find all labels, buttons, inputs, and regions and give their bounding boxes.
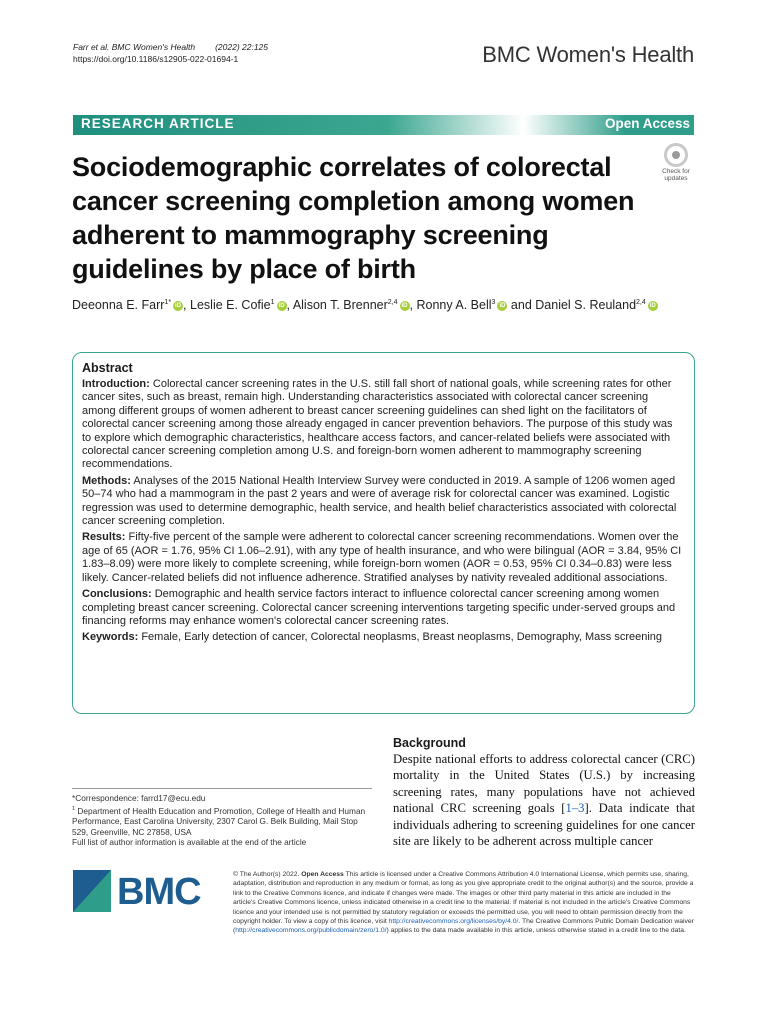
affiliation-text: Department of Health Education and Promotion, College of Health and Human Performance, East Carolina University, 2307 Carol G. Belk Building, Mail Stop 529, Greenville, NC 27858, USA — [72, 805, 366, 837]
license-text-3: ) applies to the data made available in this article, unless otherwise stated in a credit line to the data. — [386, 927, 686, 935]
header-volume: (2022) 22:125 — [215, 42, 269, 52]
author-affiliation: 2,4 — [387, 298, 398, 306]
correspondence: *Correspondence: farrd17@ecu.edu — [72, 793, 206, 803]
abstract-heading: Abstract — [82, 361, 133, 375]
license-text-2: . The Creative Commons Public Domain Dedication waiver ( — [233, 918, 694, 935]
open-access-banner — [523, 115, 694, 135]
section-label: Keywords: — [82, 631, 139, 644]
bmc-logo-text: BMC — [117, 871, 201, 913]
abstract-methods — [82, 475, 684, 529]
author-name: Deeonna E. Farr — [72, 298, 165, 312]
background-text — [393, 751, 695, 849]
section-label: Conclusions: — [82, 588, 152, 601]
background-text-a: Despite national efforts to address colorectal cancer (CRC) mortality in the United States (U.S.) by increasing screening rates, many populations have not achieved national CRC screening goals — [393, 752, 695, 816]
reference-open: [ — [561, 801, 566, 816]
background-heading: Background — [393, 736, 466, 750]
author-list — [72, 298, 658, 312]
abstract-conclusions — [82, 588, 684, 628]
running-header — [73, 41, 268, 65]
orcid-icon[interactable]: iD — [499, 302, 506, 309]
bmc-logo — [73, 870, 215, 914]
abstract-introduction — [82, 378, 684, 472]
reference-close: ] — [584, 801, 589, 816]
article-type-label: RESEARCH ARTICLE — [81, 116, 235, 131]
section-text: Female, Early detection of cancer, Colorectal neoplasms, Breast neoplasms, Demography, Mass screening — [141, 631, 663, 644]
author-affiliation: 1* — [164, 298, 172, 306]
abstract-results — [82, 531, 684, 585]
article-type-banner — [73, 115, 523, 135]
journal-name: BMC Women's Health — [482, 42, 694, 67]
section-label: Results: — [82, 531, 126, 544]
section-text: Analyses of the 2015 National Health Interview Survey were conducted in 2019. A sample of 1206 women aged 50–74 who had a mammogram in the past 2 years and were of average risk for colorectal cancer was examined. Logistic regression was used to determine demographic, health service, and health belief characteristics associated with colorectal cancer screening completion. — [82, 474, 677, 528]
author-separator: , — [286, 298, 291, 312]
open-access-label: Open Access — [604, 116, 690, 131]
author-affiliation: 1 — [270, 298, 275, 306]
license-text — [233, 870, 695, 936]
section-text: Colorectal cancer screening rates in the U.S. still fall short of national goals, while screening rates for other cancer sites, such as breast, remain high. Understanding characteristics associated with colorectal cancer screening among different groups of women adherent to breast cancer screening guidelines can shed light on the facilitators of colorectal cancer screening among those already engaged in cancer prevention behaviors. The purpose of this study was to explore which demographic characteristics, healthcare access factors, and cancer-related beliefs were associated with colorectal cancer screening completion among U.S. and foreign-born women adherent to mammography screening recommendations. — [82, 378, 673, 471]
abstract-keywords — [82, 631, 684, 644]
author-info-note: Full list of author information is available at the end of the article — [72, 837, 307, 848]
orcid-icon[interactable]: iD — [649, 302, 656, 309]
waiver-link[interactable]: http://creativecommons.org/publicdomain/zero/1.0/ — [235, 927, 387, 935]
bmc-logo-icon — [73, 870, 111, 912]
footnote-divider — [72, 788, 372, 789]
open-access-label: Open Access — [301, 871, 344, 878]
orcid-icon[interactable]: iD — [401, 302, 408, 309]
author-name: Alison T. Brenner — [292, 298, 388, 312]
author-separator: , — [409, 298, 413, 312]
footnote — [72, 793, 372, 848]
author-separator: , — [183, 298, 187, 312]
article-title: Sociodemographic correlates of colorectal cancer screening completion among women adherent to mammography screening guidelines by place of birth — [72, 152, 635, 284]
affiliation — [72, 804, 372, 838]
author-name: Ronny A. Bell — [416, 298, 492, 312]
section-text: Demographic and health service factors interact to influence colorectal cancer screening among women completing breast cancer screening. Colorectal cancer screening interventions targeting specific under-served groups and financing reforms may enhance women's colorectal cancer screening rates. — [82, 588, 676, 627]
copyright: © The Author(s) 2022. — [233, 871, 300, 878]
section-label: Introduction: — [82, 378, 150, 390]
reference-link[interactable]: 1–3 — [565, 801, 585, 816]
check-updates-icon — [664, 143, 688, 167]
header-doi[interactable]: https://doi.org/10.1186/s12905-022-01694-1 — [73, 54, 239, 64]
author-affiliation: 3 — [491, 298, 496, 306]
author-name: Leslie E. Cofie — [190, 298, 271, 312]
background-text-b: . Data indicate that individuals adhering to screening guidelines for one cancer site are likely to be adherent across multiple cancer — [393, 801, 695, 849]
license-text-1: This article is licensed under a Creative Commons Attribution 4.0 International License, which permits use, sharing, adaptation, distribution and reproduction in any medium or format, as long as you give appropriate credit to the original author(s) and the source, provide a link to the Creative Commons licence, and indicate if changes were made. The images or other third party material in this article are included in the article's Creative Commons licence, unless indicated otherwise in a credit line to the material. If material is not included in the article's Creative Commons licence and your intended use is not permitted by statutory regulation or exceeds the permitted use, you will need to obtain permission directly from the copyright holder. To view a copy of this licence, visit — [233, 871, 694, 926]
license-link[interactable]: http://creativecommons.org/licenses/by/4.0/ — [388, 918, 519, 926]
orcid-icon[interactable]: iD — [175, 302, 182, 309]
header-authors: Farr et al. BMC Women's Health — [73, 42, 196, 52]
author-name: Daniel S. Reuland — [535, 298, 637, 312]
author-separator: and — [510, 298, 532, 312]
orcid-icon[interactable]: iD — [278, 302, 285, 309]
check-for-updates-badge[interactable] — [655, 143, 697, 181]
section-label: Methods: — [82, 474, 131, 487]
author-affiliation: 2,4 — [636, 298, 646, 306]
section-text: Fifty-five percent of the sample were adherent to colorectal cancer screening recommendations. Women over the age of 65 (AOR = 1.76, 95% CI 1.06–2.91), with any type of health insurance, and who were bilingual (AOR = 3.84, 95% CI 1.83–8.09) were more likely to complete screening, while foreign-born women (AOR = 0.53, 95% CI 0.34–0.83) were less likely. Cancer-related beliefs did not influence adherence. Stratified analyses by nativity revealed additional associations. — [82, 531, 682, 584]
affiliation-number: 1 — [72, 805, 76, 812]
check-updates-label: Check for updates — [662, 168, 690, 182]
abstract-box — [72, 352, 695, 714]
